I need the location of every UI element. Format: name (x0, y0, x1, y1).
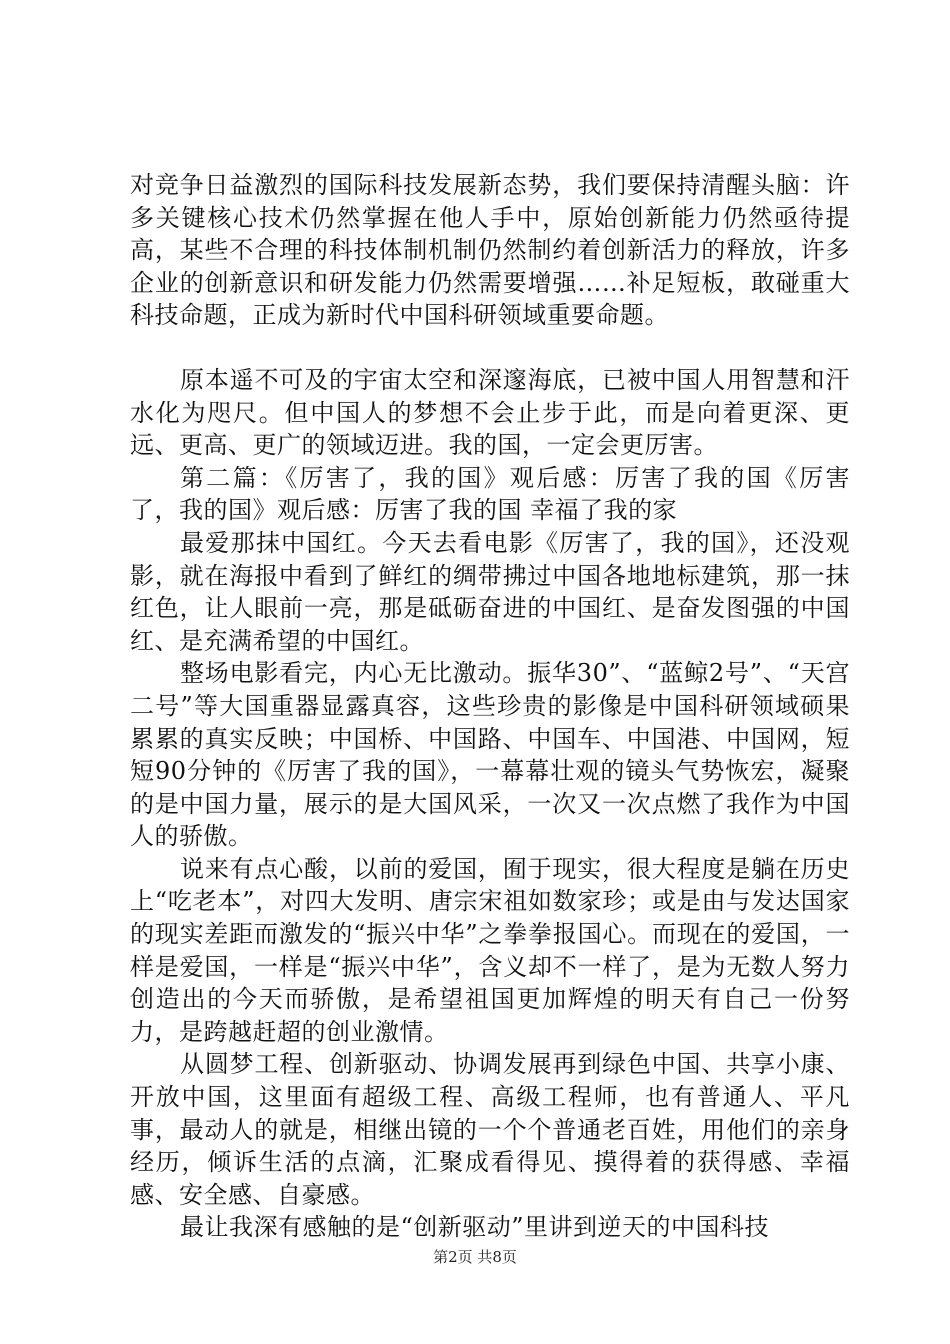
paragraph-7: 最让我深有感触的是“创新驱动”里讲到逆天的中国科技 (180, 1213, 770, 1242)
page-footer: 第2页 共8页 (433, 1248, 517, 1266)
paragraph-3: 最爱那抹中国红。今天去看电影《厉害了，我的国》，还没观影，就在海报中看到了鲜红的绸带拂过中国各地地标建筑，那一抹红色，让人眼前一亮，那是砥砺奋进的中国红、是奋发图强的中国红、是充满希望的中国红。 (130, 528, 850, 655)
paragraph-1: 对竞争日益激烈的国际科技发展新态势，我们要保持清醒头脑：许多关键核心技术仍然掌握在他人手中，原始创新能力仍然亟待提高，某些不合理的科技体制机制仍然制约着创新活力的释放，许多企业的创新意识和研发能力仍然需要增强……补足短板，敢碰重大科技命题，正成为新时代中国科研领域重要命题。 (130, 171, 850, 330)
document-body (130, 169, 850, 1244)
paragraph-gap (130, 332, 850, 364)
paragraph-5: 说来有点心酸，以前的爱国，囿于现实，很大程度是躺在历史上“吃老本”，对四大发明、唐宗宋祖如数家珍；或是由与发达国家的现实差距而激发的“振兴中华”之拳拳报国心。而现在的爱国，一样是爱国，一样是“振兴中华”，含义却不一样了，是为无数人努力创造出的今天而骄傲，是希望祖国更加辉煌的明天有自己一份努力，是跨越赶超的创业激情。 (130, 854, 850, 1046)
paragraph-4: 整场电影看完，内心无比激动。振华30”、“蓝鲸2号”、“天宫二号”等大国重器显露真容，这些珍贵的影像是中国科研领域硕果累累的真实反映；中国桥、中国路、中国车、中国港、中国网，短短90分钟的《厉害了我的国》，一幕幕壮观的镜头气势恢宏，凝聚的是中国力量，展示的是大国风采，一次又一次点燃了我作为中国人的骄傲。 (130, 659, 850, 851)
section-heading: 第二篇：《厉害了，我的国》观后感：厉害了我的国《厉害了，我的国》观后感：厉害了我的国 幸福了我的家 (130, 463, 850, 525)
paragraph-2: 原本遥不可及的宇宙太空和深邃海底，已被中国人用智慧和汗水化为咫尺。但中国人的梦想不会止步于此，而是向着更深、更远、更高、更广的领域迈进。我的国，一定会更厉害。 (130, 365, 850, 460)
paragraph-6: 从圆梦工程、创新驱动、协调发展再到绿色中国、共享小康、开放中国，这里面有超级工程、高级工程师，也有普通人、平凡事，最动人的就是，相继出镜的一个个普通老百姓，用他们的亲身经历，倾诉生活的点滴，汇聚成看得见、摸得着的获得感、幸福感、安全感、自豪感。 (130, 1050, 850, 1209)
